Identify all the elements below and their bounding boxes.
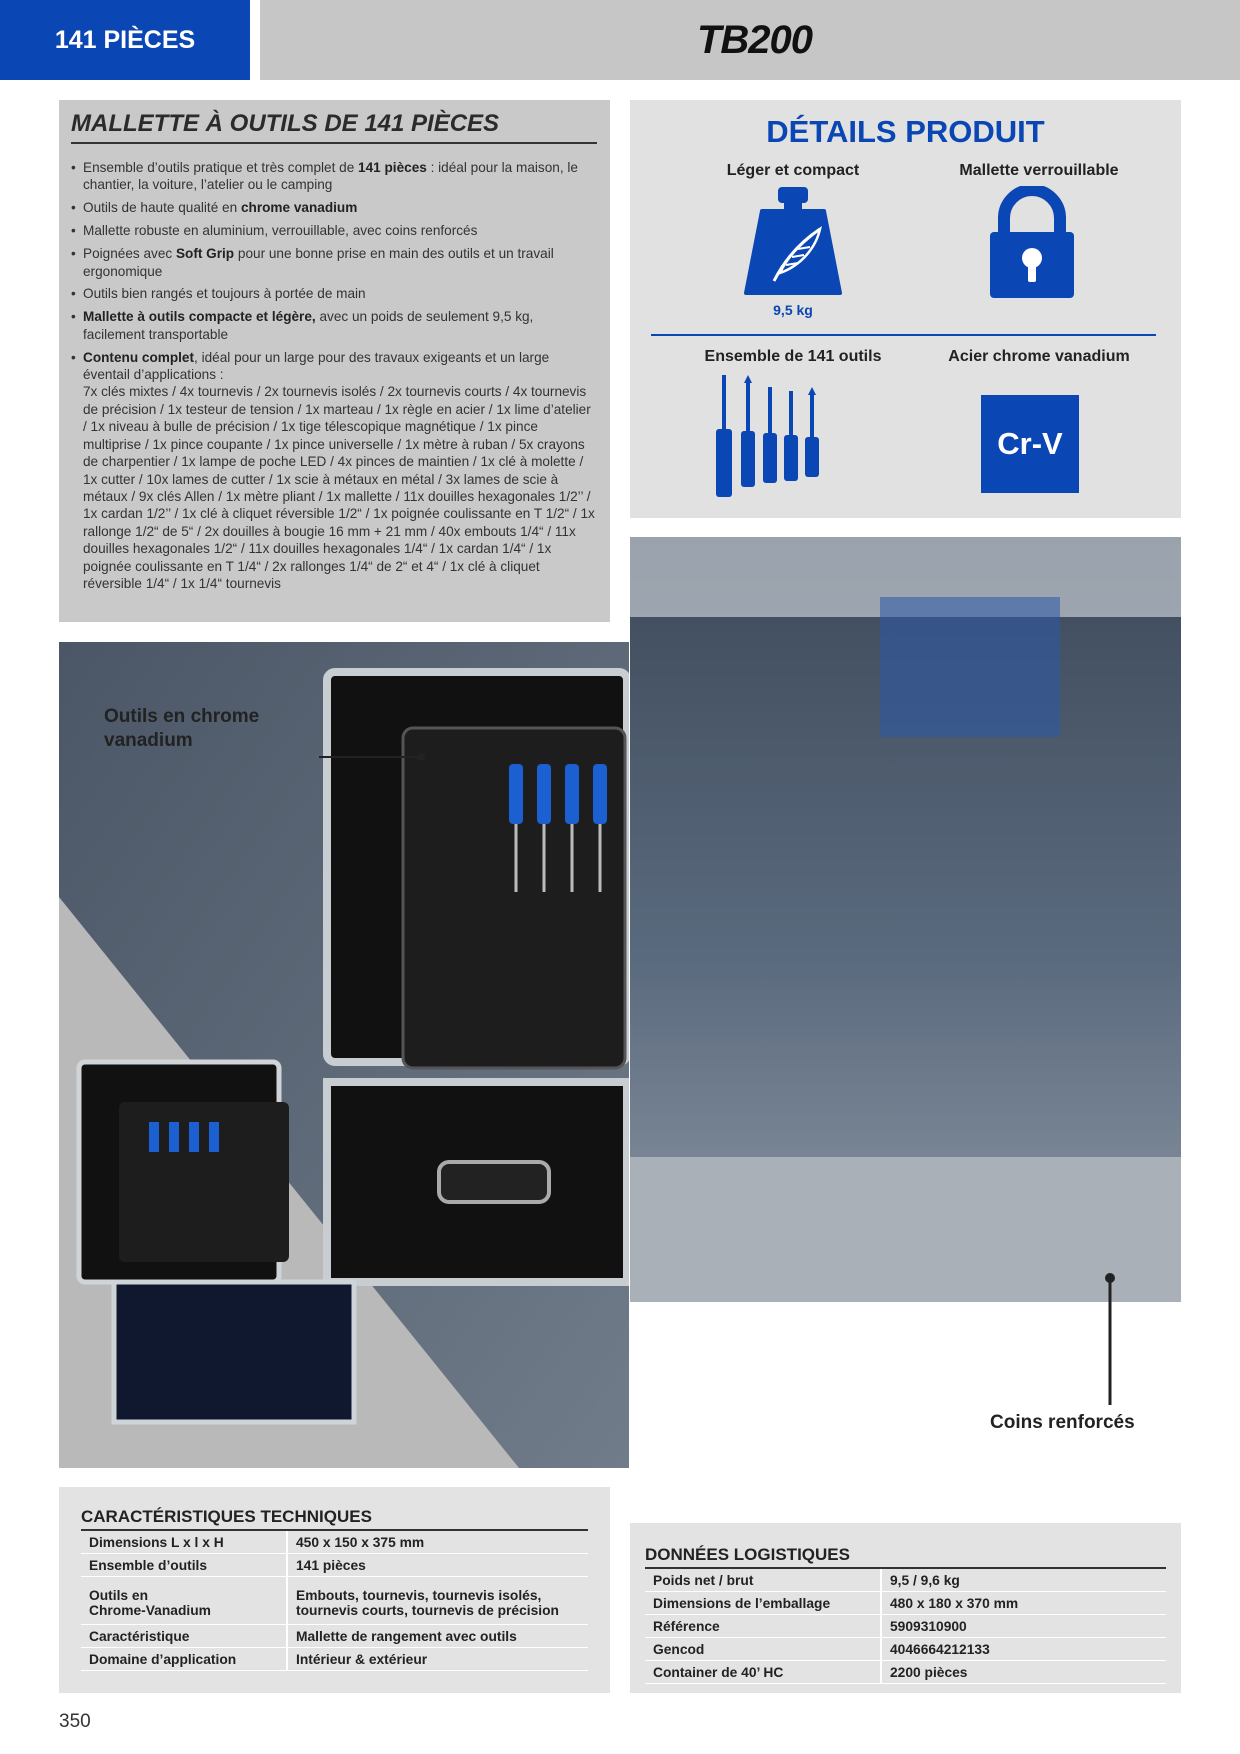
- table-row: Référence 5909310900: [645, 1615, 1166, 1638]
- contents-list: 7x clés mixtes / 4x tournevis / 2x tournevis isolés / 2x tournevis courts / 4x tournevis de précision / 1x testeur de tension / 1x marteau / 1x règle en acier / 1x lime d’atelier / 1x niveau à bulle de précision / 1x tige télescopique magnétique / 1x pince multiprise / 1x pince coupante / 1x pince universelle / 1x mètre à ruban / 5x crayons de charpentier / 1x lampe de poche LED / 4x pinces de maintien / 1x clé à molette / 1x cutter / 10x lames de cutter / 1x scie à métaux en métal / 3x lames de scie à métaux / 9x clés Allen / 1x mètre pliant / 1x mallette / 11x douilles hexagonales 1/2’’ / 1x cardan 1/2’’ / 1x clé à cliquet réversible 1/2“ / 1x poignée coulissante en T 1/2“ / 1x rallonge 1/2“ de 5“ / 2x douilles à bougie 16 mm + 21 mm / 40x embouts 1/4“ / 11x douilles hexagonales 1/2“ / 11x douilles hexagonales 1/4“ / 1x cardan 1/4“ / 1x poignée coulissante en T 1/4“ / 2x rallonges 1/4“ de 2“ et 4“ / 1x clé à cliquet réversible 1/4“ / 1x 1/4“ tournevis: [83, 384, 595, 591]
- tech-specs-panel: [59, 1487, 610, 1693]
- bullet-item: • Contenu complet, idéal pour un large pour des travaux exigeants et un large éventail d’applications : 7x clés mixtes / 4x tournevis / 2x tournevis isolés / 2x tournevis courts / 4x tournevis de précision / 1x testeur de tension / 1x marteau / 1x règle en acier / 1x lime d’atelier / 1x niveau à bulle de précision / 1x tige télescopique magnétique / 1x pince multiprise / 1x pince coupante / 1x pince universelle / 1x mètre à ruban / 5x crayons de charpentier / 1x lampe de poche LED / 4x pinces de maintien / 1x clé à molette / 1x cutter / 10x lames de cutter / 1x scie à métaux en métal / 3x lames de scie à métaux / 9x clés Allen / 1x mètre pliant / 1x mallette / 11x douilles hexagonales 1/2’’ / 1x cardan 1/2’’ / 1x clé à cliquet réversible 1/2“ / 1x poignée coulissante en T 1/2“ / 1x rallonge 1/2“ de 5“ / 2x douilles à bougie 16 mm + 21 mm / 40x embouts 1/4“ / 11x douilles hexagonales 1/2“ / 11x douilles hexagonales 1/4“ / 1x cardan 1/4“ / 1x poignée coulissante en T 1/4“ / 2x rallonges 1/4“ de 2“ et 4“ / 1x clé à cliquet réversible 1/4“ / 1x 1/4“ tournevis: [71, 349, 598, 593]
- bullet-item: • Mallette à outils compacte et légère, avec un poids de seulement 9,5 kg, facilement transportable: [71, 308, 598, 343]
- bullet-item: • Mallette robuste en aluminium, verrouillable, avec coins renforcés: [71, 222, 598, 239]
- table-row: Dimensions de l’emballage 480 x 180 x 370 mm: [645, 1592, 1166, 1615]
- table-row: Gencod 4046664212133: [645, 1638, 1166, 1661]
- logistics-title: DONNÉES LOGISTIQUES: [645, 1545, 1166, 1569]
- description-panel: [59, 100, 610, 622]
- bullet-item: • Outils de haute qualité en chrome vanadium: [71, 199, 598, 216]
- toolcase-photo: [630, 537, 1181, 1302]
- weight-feather-icon: [740, 185, 846, 297]
- crv-badge: Cr-V: [981, 395, 1079, 493]
- open-toolcase-illustration: [59, 642, 629, 1468]
- corners-leader-line: [1100, 1270, 1120, 1410]
- tech-specs-table: [81, 1531, 588, 1671]
- table-row: Caractéristique Mallette de rangement avec outils: [81, 1625, 588, 1648]
- screwdrivers-icon: [712, 373, 822, 499]
- product-details-panel: [630, 100, 1181, 518]
- details-divider: [651, 334, 1156, 336]
- callout-reinforced-corners: Coins renforcés: [990, 1412, 1135, 1433]
- description-title: MALLETTE À OUTILS DE 141 PIÈCES: [71, 110, 597, 144]
- table-row: Container de 40’ HC 2200 pièces: [645, 1661, 1166, 1684]
- table-row: Dimensions L x l x H 450 x 150 x 375 mm: [81, 1531, 588, 1554]
- bullet-item: • Outils bien rangés et toujours à portée de main: [71, 285, 598, 302]
- feature-label-light: Léger et compact: [726, 162, 860, 179]
- table-row: Poids net / brut 9,5 / 9,6 kg: [645, 1569, 1166, 1592]
- feature-list: [71, 159, 598, 592]
- table-row: Domaine d’application Intérieur & extérieur: [81, 1648, 588, 1671]
- tech-specs-title: CARACTÉRISTIQUES TECHNIQUES: [81, 1507, 588, 1531]
- page-number: 350: [59, 1711, 91, 1732]
- details-title: DÉTAILS PRODUIT: [766, 114, 1045, 149]
- piece-count-badge: [0, 0, 250, 80]
- table-row: Outils en Chrome-Vanadium Embouts, tournevis, tournevis isolés, tournevis courts, tournevis de précision: [81, 1577, 588, 1625]
- piece-count-label: 141 PIÈCES: [54, 25, 196, 54]
- header-bar: [260, 0, 1240, 80]
- callout-chrome-vanadium: Outils en chrome vanadium: [104, 706, 260, 751]
- bullet-item: • Ensemble d’outils pratique et très complet de 141 pièces : idéal pour la maison, le chantier, la voiture, l’atelier ou le camping: [71, 159, 598, 194]
- logistics-panel: [630, 1523, 1181, 1693]
- logistics-table: [645, 1569, 1166, 1684]
- bullet-item: • Poignées avec Soft Grip pour une bonne prise en main des outils et un travail ergonomique: [71, 245, 598, 280]
- padlock-icon: [988, 186, 1076, 300]
- feature-label-lockable: Mallette verrouillable: [959, 162, 1119, 179]
- feature-label-crv: Acier chrome vanadium: [948, 348, 1130, 365]
- weight-value: 9,5 kg: [773, 302, 813, 318]
- feature-label-toolset: Ensemble de 141 outils: [704, 348, 882, 365]
- table-row: Ensemble d’outils 141 pièces: [81, 1554, 588, 1577]
- model-name: TB200: [696, 17, 812, 62]
